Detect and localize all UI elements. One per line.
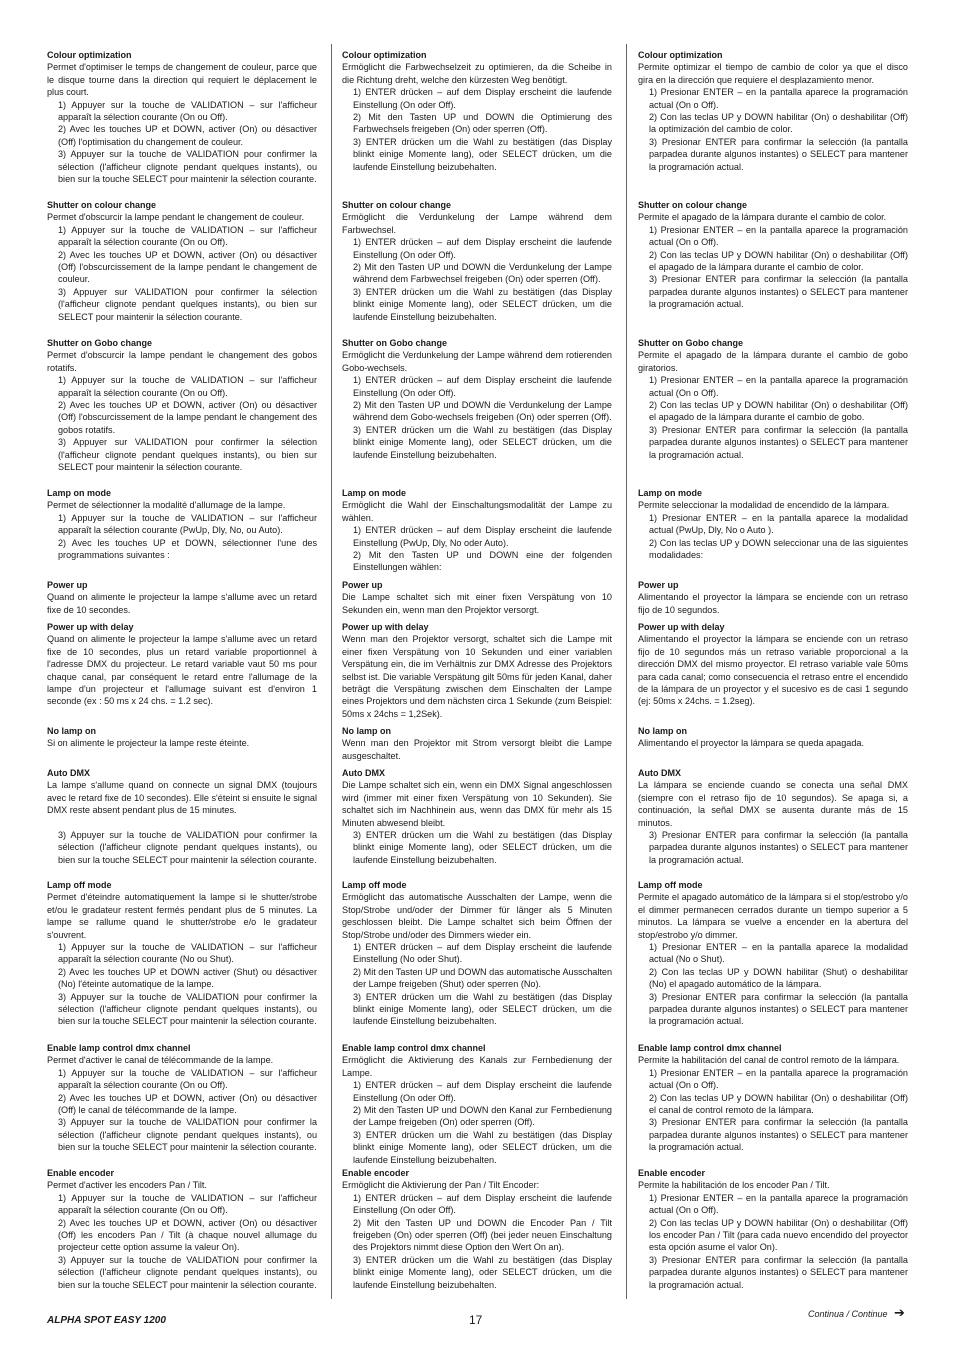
step-item: 2) Avec les touches UP et DOWN, activer (On) ou désactiver (Off) l'optimisation du changement de couleur. [58, 124, 317, 147]
section [638, 621, 908, 708]
section [342, 621, 612, 720]
step-item: 2) Avec les touches UP et DOWN, activer (On) ou désactiver (Off) l'obscurcissement de la lampe pendant le changement de couleur. [58, 249, 317, 285]
section-paragraph: Permite optimizar el tiempo de cambio de color ya que el disco gira en la dirección que requiere el desplazamiento menor. [638, 62, 908, 85]
section-heading: Lamp on mode [638, 488, 703, 498]
step-list [342, 1079, 612, 1166]
step-item: 1) ENTER drücken – auf dem Display erscheint die laufende Einstellung (On oder Off). [353, 1080, 612, 1103]
section-heading: Shutter on colour change [47, 200, 157, 210]
step-list [47, 512, 317, 562]
step-item: 2) Avec les touches UP et DOWN, activer (On) ou désactiver (Off) les encoders Pan / Tilt (à chaque nouvel allumage du projecteur cette option assume la valeur On). [58, 1217, 317, 1253]
section-paragraph: Quand on alimente le projecteur la lampe s'allume avec un retard fixe de 10 secondes, plus un retard variable proportionnel à l'adresse DMX du projecteur. Le retard variable vaut 50 ms pour chaque canal, par conséquent le retard entre l'allumage de la lampe d'un projecteur et l'allumage suivant est d'environ 1 seconde (ex : 50 ms x 24 chs. = 1.2 sec). [47, 634, 317, 707]
section-heading: Enable lamp control dmx channel [638, 1043, 782, 1053]
section-paragraph: Permite seleccionar la modalidad de encendido de la lámpara. [638, 500, 890, 511]
step-item: 1) Presionar ENTER – en la pantalla aparece la programación actual (On o Off). [649, 1192, 908, 1216]
section-heading: Lamp on mode [47, 488, 112, 498]
step-item: 2) Con las teclas UP y DOWN habilitar (Shut) o deshabilitar (No) el apagado automático de la lámpara. [649, 966, 908, 990]
section-heading: No lamp on [342, 726, 391, 736]
section [47, 879, 317, 1028]
section-paragraph: Die Lampe schaltet sich mit einer fixen Verspätung von 10 Sekunden ein, wenn man den Projektor versorgt. [342, 592, 612, 615]
section-paragraph: Permite el apagado automático de la lámpara si el stop/estrobo y/o el dimmer permanecen cerrados durante un tiempo superior a 5 minutos. La lámpara se vuelve a encender en la abertura del stop/estrobo y/o dimmer. [638, 892, 908, 940]
section-heading: Power up with delay [47, 622, 134, 632]
step-list [342, 941, 612, 1028]
step-item: 2) Avec les touches UP et DOWN, activer (On) ou désactiver (Off) l'obscurcissement de la lampe pendant le changement des gobos rotatifs. [58, 400, 317, 435]
step-item: 3) Presionar ENTER para confirmar la selección (la pantalla parpadea durante algunos instantes) o SELECT para mantener la programación actual. [649, 274, 908, 310]
section [638, 337, 908, 461]
section-paragraph: Ermöglicht die Verdunkelung der Lampe während dem Farbwechsel. [342, 212, 612, 235]
section-heading: Enable lamp control dmx channel [342, 1043, 486, 1053]
section-heading: Enable encoder [638, 1168, 706, 1178]
section [638, 767, 908, 829]
step-item: 2) Con las teclas UP y DOWN habilitar (On) o deshabilitar (Off) el apagado de la lámpara durante el cambio de color. [649, 249, 908, 273]
step-item: 3) Appuyer sur VALIDATION pour confirmer la sélection (l'afficheur clignote pendant quelques instants), ou bien sur SELECT pour maintenir la sélection courante. [58, 437, 317, 473]
step-item: 1) Presionar ENTER – en la pantalla aparece la programación actual (On o Off). [649, 375, 908, 398]
section-heading: Power up [638, 580, 679, 590]
step-item: 3) Presionar ENTER para confirmar la selección (la pantalla parpadea durante algunos instantes) o SELECT para mantener la programación actual. [649, 1254, 908, 1290]
section-heading: Colour optimization [342, 50, 427, 60]
section-heading: Shutter on colour change [638, 200, 748, 210]
step-item: 1) ENTER drücken – auf dem Display erscheint die laufende Einstellung (On oder Off). [353, 87, 612, 110]
step-item: 3) Appuyer sur VALIDATION pour confirmer la sélection (l'afficheur clignote pendant quelques instants), ou bien sur SELECT pour maintenir la sélection courante. [58, 286, 317, 322]
step-list [342, 236, 612, 323]
section [342, 1167, 612, 1291]
section-paragraph: Permet d'activer les encoders Pan / Tilt. [47, 1180, 207, 1191]
section [47, 767, 317, 817]
section-heading: Power up [342, 580, 383, 590]
step-item: 1) Presionar ENTER – en la pantalla aparece la programación actual (On o Off). [649, 87, 908, 110]
section [638, 199, 908, 311]
step-item: 2) Mit den Tasten UP und DOWN die Verdunkelung der Lampe während dem Gobo-wechsels freigeben (On) oder sperren (Off). [353, 400, 612, 423]
section-paragraph: Wenn man den Projektor versorgt, schaltet sich die Lampe mit einer fixen Verspätung von 10 Sekunden und einer variablen Verspätung ein, die im Verhältnis zur DMX Adresse des Projektors selbst ist. Die variable Verspätung gilt 50ms für jeden Kanal, daher beträgt die Verspätung zwischen dem Einschalten der Lampe eines Projektors und dem nächsten circa 1 Sekunde (zum Beispiel: 50ms x 24chs = 1,2Sek). [342, 634, 612, 719]
section [638, 725, 908, 750]
step-item: 3) Appuyer sur la touche de VALIDATION pour confirmer la sélection (l'afficheur clignote pendant quelques instants), ou bien sur la touche SELECT pour maintenir la sélection courante. [58, 1117, 317, 1153]
step-item: 3) Presionar ENTER para confirmar la selección (la pantalla parpadea durante algunos instantes) o SELECT para mantener la programación actual. [649, 424, 908, 460]
section [47, 621, 317, 708]
section [47, 1042, 317, 1154]
step-list [638, 374, 908, 461]
step-item: 1) ENTER drücken – auf dem Display erscheint die laufende Einstellung (On oder Off). [353, 375, 612, 398]
section-paragraph: Alimentando el proyector la lámpara se enciende con un retraso fijo de 10 segundos más un retraso variable proporcional a la dirección DMX del mismo proyector. El retraso variable vale 50ms para cada canal; como consecuencia el retraso entre el encendido de la lámpara de un proyector y el sucesivo es de casi 1 segundo (ej: 50ms x 24chs. = 1.2seg). [638, 634, 908, 707]
section [638, 579, 908, 616]
section-heading: Auto DMX [638, 768, 681, 778]
step-item: 1) Appuyer sur la touche de VALIDATION – sur l'afficheur apparaît la sélection courante (No ou Shut). [58, 942, 317, 965]
section-paragraph: Ermöglicht die Farbwechselzeit zu optimieren, da die Scheibe in die Richtung dreht, welche den kürzesten Weg benötigt. [342, 62, 612, 85]
section-paragraph: Ermöglicht die Aktivierung des Kanals zur Fernbedienung der Lampe. [342, 1055, 612, 1078]
step-item: 1) ENTER drücken – auf dem Display erscheint die laufende Einstellung (No oder Shut). [353, 942, 612, 965]
step-item: 2) Con las teclas UP y DOWN seleccionar una de las siguientes modalidades: [649, 537, 908, 561]
step-item: 2) Con las teclas UP y DOWN habilitar (On) o deshabilitar (Off) la optimización del cambio de color. [649, 112, 908, 135]
step-item: 3) Presionar ENTER para confirmar la selección (la pantalla parpadea durante algunos instantes) o SELECT para mantener la programación actual. [649, 1117, 908, 1153]
section-heading: Shutter on colour change [342, 200, 452, 210]
section [47, 1167, 317, 1291]
step-item: 2) Con las teclas UP y DOWN habilitar (On) o deshabilitar (Off) los encoder Pan / Tilt (para cada nuevo encendido del proyector esta opción asume el valor On). [649, 1217, 908, 1253]
section-heading: Auto DMX [47, 768, 90, 778]
step-item: 3) Appuyer sur la touche de VALIDATION pour confirmer la sélection (l'afficheur clignote pendant quelques instants), ou bien sur la touche SELECT pour maintenir la sélection courante. [58, 991, 317, 1027]
section-paragraph: Alimentando el proyector la lámpara se queda apagada. [638, 738, 864, 749]
step-item: 1) ENTER drücken – auf dem Display erscheint die laufende Einstellung (On oder Off). [353, 1192, 612, 1216]
section [638, 1042, 908, 1154]
section-heading: Shutter on Gobo change [342, 338, 447, 348]
step-item: 2) Mit den Tasten UP und DOWN das automatische Ausschalten der Lampe freigeben (Shut) oder sperren (No). [353, 966, 612, 990]
section-paragraph: Permite el apagado de la lámpara durante el cambio de gobo giratorios. [638, 350, 908, 373]
step-list [342, 829, 612, 866]
step-list [638, 86, 908, 173]
step-list [47, 224, 317, 323]
step-item: 3) Appuyer sur la touche de VALIDATION pour confirmer la sélection (l'afficheur clignote pendant quelques instants), ou bien sur la touche SELECT pour maintenir la sélection courante. [58, 1254, 317, 1290]
section [342, 487, 612, 574]
step-list [638, 512, 908, 562]
section-heading: Power up with delay [638, 622, 725, 632]
section-paragraph: Permet de sélectionner la modalité d'allumage de la lampe. [47, 500, 286, 511]
section-heading: Enable lamp control dmx channel [47, 1043, 191, 1053]
step-item: 3) ENTER drücken um die Wahl zu bestätigen (das Display blinkt einige Momente lang), oder SELECT drücken, um die laufende Einstellung beizubehalten. [353, 1254, 612, 1290]
step-item: 1) Appuyer sur la touche de VALIDATION – sur l'afficheur apparaît la sélection courante (On ou Off). [58, 1192, 317, 1216]
section-paragraph: Permet d'obscurcir la lampe pendant le changement de couleur. [47, 212, 305, 223]
step-item: 2) Mit den Tasten UP und DOWN eine der folgenden Einstellungen wählen: [353, 550, 612, 573]
section-paragraph: Ermöglicht die Aktivierung der Pan / Tilt Encoder: [342, 1180, 540, 1191]
section-paragraph: Die Lampe schaltet sich ein, wenn ein DMX Signal angeschlossen wird (immer mit einer fixen Verspätung von 10 Sekunden). Sie schaltet sich im Nachhinein aus, wenn das DMX für mehr als 15 Minuten abwesend bleibt. [342, 780, 612, 828]
section-heading: Lamp on mode [342, 488, 407, 498]
section-heading: Lamp off mode [342, 880, 407, 890]
step-item: 3) Presionar ENTER para confirmar la selección (la pantalla parpadea durante algunos instantes) o SELECT para mantener la programación actual. [649, 136, 908, 172]
step-item: 3) ENTER drücken um die Wahl zu bestätigen (das Display blinkt einige Momente lang), oder SELECT drücken, um die laufende Einstellung beizubehalten. [353, 286, 612, 322]
step-list [47, 374, 317, 473]
footer-product-title: ALPHA SPOT EASY 1200 [47, 1315, 166, 1326]
section-heading: Lamp off mode [47, 880, 112, 890]
step-item: 1) Appuyer sur la touche de VALIDATION – sur l'afficheur apparaît la sélection courante (On ou Off). [58, 99, 317, 123]
section-paragraph: Ermöglicht die Wahl der Einschaltungsmodalität der Lampe zu wählen. [342, 500, 612, 523]
step-item: 3) Appuyer sur la touche de VALIDATION pour confirmer la sélection (l'afficheur clignote pendant quelques instants), ou bien sur la touche SELECT pour maintenir la sélection courante. [58, 830, 317, 865]
step-item: 2) Avec les touches UP et DOWN activer (Shut) ou désactiver (No) l'éteinte automatique de la lampe. [58, 966, 317, 990]
section-paragraph: Permet d'activer le canal de télécommande de la lampe. [47, 1055, 274, 1066]
section-heading: Power up [47, 580, 88, 590]
step-item: 3) ENTER drücken um die Wahl zu bestätigen (das Display blinkt einige Momente lang), oder SELECT drücken, um die laufende Einstellung beizubehalten. [353, 830, 612, 865]
step-list [342, 86, 612, 173]
step-item: 3) ENTER drücken um die Wahl zu bestätigen (das Display blinkt einige Momente lang), oder SELECT drücken, um die laufende Einstellung beizubehalten. [353, 991, 612, 1027]
step-item: 2) Con las teclas UP y DOWN habilitar (On) o deshabilitar (Off) el canal de control remoto de la lámpara. [649, 1092, 908, 1116]
step-list [638, 1067, 908, 1154]
step-item: 3) Presionar ENTER para confirmar la selección (la pantalla parpadea durante algunos instantes) o SELECT para mantener la programación actual. [649, 830, 908, 865]
step-item: 1) Appuyer sur la touche de VALIDATION – sur l'afficheur apparaît la sélection courante (On ou Off). [58, 1067, 317, 1091]
section [638, 829, 908, 866]
section-paragraph: Ermöglicht die Verdunkelung der Lampe während dem rotierenden Gobo-wechsels. [342, 350, 612, 373]
section [47, 487, 317, 561]
step-item: 2) Avec les touches UP et DOWN, sélectionner l'une des programmations suivantes : [58, 537, 317, 561]
step-list [47, 829, 317, 866]
step-list [47, 941, 317, 1028]
section [342, 725, 612, 762]
step-list [47, 1192, 317, 1291]
section-paragraph: La lámpara se enciende cuando se conecta una señal DMX (siempre con el retraso fijo de 10 segundos). Se apaga si, a continuación, la señal DMX se ausenta durante más de 15 minutos. [638, 780, 908, 828]
step-list [638, 941, 908, 1028]
section [342, 767, 612, 866]
step-item: 2) Con las teclas UP y DOWN habilitar (On) o deshabilitar (Off) el apagado de la lámpara durante el cambio de gobo. [649, 400, 908, 423]
step-item: 2) Avec les touches UP et DOWN, activer (On) ou désactiver (Off) le canal de télécommande de la lampe. [58, 1092, 317, 1116]
section [638, 49, 908, 173]
section-heading: Enable encoder [342, 1168, 410, 1178]
section-heading: Colour optimization [638, 50, 723, 60]
step-item: 2) Mit den Tasten UP und DOWN die Optimierung des Farbwechsels freigeben (On) oder sperren (Off). [353, 112, 612, 135]
section-paragraph: Permite la habilitación del canal de control remoto de la lámpara. [638, 1055, 900, 1066]
step-item: 3) ENTER drücken um die Wahl zu bestätigen (das Display blinkt einige Momente lang), oder SELECT drücken, um die laufende Einstellung beizubehalten. [353, 424, 612, 460]
section [638, 1167, 908, 1291]
step-item: 1) Presionar ENTER – en la pantalla aparece la programación actual (On o Off). [649, 1067, 908, 1091]
section-heading: No lamp on [638, 726, 687, 736]
step-list [47, 1067, 317, 1154]
step-item: 3) Appuyer sur la touche de VALIDATION pour confirmer la sélection (l'afficheur clignote pendant quelques instants), ou bien sur la touche SELECT pour maintenir la sélection courante. [58, 149, 317, 185]
section-heading: Colour optimization [47, 50, 132, 60]
section [342, 1042, 612, 1166]
section-paragraph: Permet d'optimiser le temps de changement de couleur, parce que le disque tourne dans la direction qui requiert le déplacement le plus court. [47, 62, 317, 98]
section-paragraph: Permite el apagado de la lámpara durante el cambio de color. [638, 212, 887, 223]
section-paragraph: Quand on alimente le projecteur la lampe s'allume avec un retard fixe de 10 secondes. [47, 592, 317, 615]
step-item: 1) Appuyer sur la touche de VALIDATION – sur l'afficheur apparaît la sélection courante (PwUp, Dly, No, ou Auto). [58, 512, 317, 536]
step-item: 3) Presionar ENTER para confirmar la selección (la pantalla parpadea durante algunos instantes) o SELECT para mantener la programación actual. [649, 991, 908, 1027]
section-paragraph: Wenn man den Projektor mit Strom versorgt bleibt die Lampe ausgeschaltet. [342, 738, 612, 761]
step-item: 1) Appuyer sur la touche de VALIDATION – sur l'afficheur apparaît la sélection courante (On ou Off). [58, 224, 317, 248]
step-item: 1) ENTER drücken – auf dem Display erscheint die laufende Einstellung (PwUp, Dly, No oder Auto). [353, 525, 612, 548]
column-divider-left [331, 44, 332, 1299]
section-heading: Shutter on Gobo change [638, 338, 743, 348]
step-item: 1) ENTER drücken – auf dem Display erscheint die laufende Einstellung (On oder Off). [353, 237, 612, 260]
column-divider-right [626, 44, 627, 1299]
section-paragraph: Alimentando el proyector la lámpara se enciende con un retraso fijo de 10 segundos. [638, 592, 908, 615]
section [342, 879, 612, 1028]
section-heading: No lamp on [47, 726, 96, 736]
section [47, 829, 317, 866]
continue-label: Continua / Continue [808, 1309, 888, 1319]
step-list [342, 524, 612, 574]
section-paragraph: Permite la habilitación de los encoder Pan / Tilt. [638, 1180, 830, 1191]
section-paragraph: Ermöglicht das automatische Ausschalten der Lampe, wenn die Stop/Strobe und/oder der Dimmer für länger als 5 Minuten geschlossen bleibt. Die Lampe schaltet sich beim Öffnen der Stop/Strobe und/oder des Dimmers wieder ein. [342, 892, 612, 940]
section [342, 337, 612, 461]
step-list [342, 374, 612, 461]
section [342, 199, 612, 323]
section [47, 579, 317, 616]
section [47, 199, 317, 323]
section [638, 879, 908, 1028]
section-heading: Auto DMX [342, 768, 385, 778]
step-list [342, 1192, 612, 1291]
step-item: 1) Presionar ENTER – en la pantalla aparece la modalidad actual (No o Shut). [649, 942, 908, 965]
step-item: 2) Mit den Tasten UP und DOWN die Verdunkelung der Lampe während dem Farbwechsel freigeben (On) oder sperren (Off). [353, 262, 612, 285]
step-list [638, 1192, 908, 1291]
page-number: 17 [469, 1313, 483, 1327]
step-list [638, 224, 908, 311]
step-item: 3) ENTER drücken um die Wahl zu bestätigen (das Display blinkt einige Momente lang), oder SELECT drücken, um die laufende Einstellung beizubehalten. [353, 136, 612, 172]
section [638, 487, 908, 561]
step-item: 2) Mit den Tasten UP und DOWN den Kanal zur Fernbedienung der Lampe freigeben (On) oder sperren (Off). [353, 1105, 612, 1128]
step-item: 2) Mit den Tasten UP und DOWN die Encoder Pan / Tilt freigeben (On) oder sperren (Off) (bei jeder neuen Einschaltung des Projektors nimmt diese Option den Wert On an). [353, 1217, 612, 1253]
section [47, 49, 317, 185]
section-paragraph: La lampe s'allume quand on connecte un signal DMX (toujours avec le retard fixe de 10 secondes). Elle s'éteint si ensuite le signal DMX reste absent pendant plus de 15 minutes. [47, 780, 317, 816]
section-heading: Power up with delay [342, 622, 429, 632]
step-item: 1) Presionar ENTER – en la pantalla aparece la programación actual (On o Off). [649, 224, 908, 248]
arrow-right-icon: ➔ [894, 1305, 905, 1320]
step-item: 1) Presionar ENTER – en la pantalla aparece la modalidad actual (PwUp, Dly, No o Auto ). [649, 512, 908, 536]
section-heading: Enable encoder [47, 1168, 115, 1178]
section-paragraph: Permet d'éteindre automatiquement la lampe si le shutter/strobe et/ou le gradateur restent fermés pendant plus de 5 minutes. La lampe se rallume quand le shutter/strobe e/o le gradateur s'ouvrent. [47, 892, 317, 940]
step-item: 1) Appuyer sur la touche de VALIDATION – sur l'afficheur apparaît la sélection courante (On ou Off). [58, 375, 317, 398]
section-paragraph: Permet d'obscurcir la lampe pendant le changement des gobos rotatifs. [47, 350, 317, 373]
section [342, 49, 612, 173]
section-heading: Lamp off mode [638, 880, 703, 890]
step-list [47, 99, 317, 186]
section-paragraph: Si on alimente le projecteur la lampe reste éteinte. [47, 738, 250, 749]
step-item: 3) ENTER drücken um die Wahl zu bestätigen (das Display blinkt einige Momente lang), oder SELECT drücken, um die laufende Einstellung beizubehalten. [353, 1129, 612, 1165]
section [342, 579, 612, 616]
section [47, 337, 317, 473]
step-list [638, 829, 908, 866]
section [47, 725, 317, 750]
section-heading: Shutter on Gobo change [47, 338, 152, 348]
